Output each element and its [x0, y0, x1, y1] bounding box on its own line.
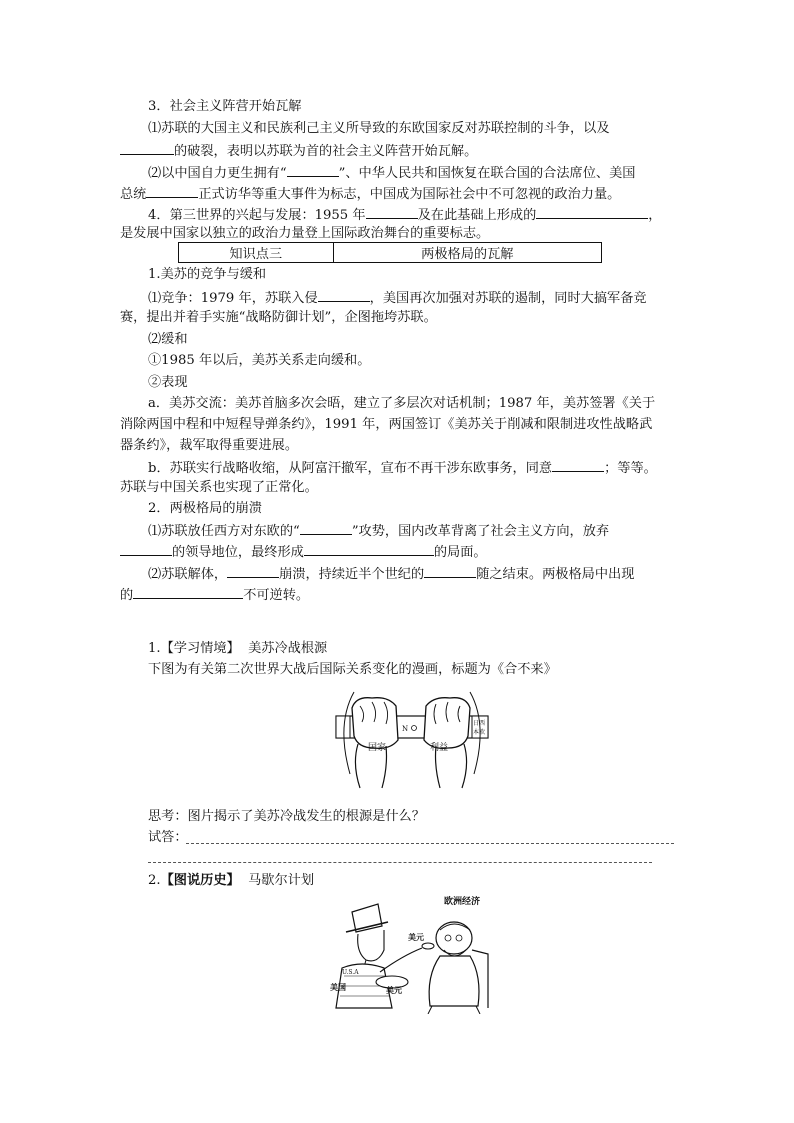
k3-p5-line2: 消除两国中程和中短程导弹条约》，1991 年，两国签订《美苏关于削减和限制进攻性战略武: [120, 417, 653, 432]
svg-text:N: N: [402, 725, 409, 733]
label-usa: 美国: [330, 982, 346, 992]
blank-1: [120, 140, 174, 155]
q2-title: 2.【图说历史】 马歇尔计划: [148, 873, 315, 888]
label-europe-economy: 欧洲经济: [444, 897, 481, 907]
knowledge-point-label: 知识点三: [179, 243, 334, 263]
k3-p5-line1: a．美苏交流：美苏首脑多次会晤，建立了多层次对话机制；1987 年，美苏签署《关于: [148, 396, 656, 411]
label-right-end-b: 本欧: [473, 729, 486, 736]
k3-p3: ①1985 年以后，美苏关系走向缓和。: [148, 353, 371, 368]
q1-title: 1.【学习情境】 美苏冷战根源: [148, 641, 328, 656]
label-right-end-a: 日西: [473, 720, 486, 727]
k3-p7-line1: ⑴苏联放任西方对东欧的“ ”攻势，国内改革背离了社会主义方向，放弃: [148, 520, 609, 541]
k3-p1-line2: 赛，提出并着手实施“战略防御计划”，企图拖垮苏联。: [120, 310, 437, 325]
k3-p5-line3: 器条约》，裁军取得重要进展。: [120, 438, 299, 453]
blank-4: [366, 204, 418, 219]
blank-3: [146, 183, 198, 198]
knowledge-point-table: [178, 242, 602, 263]
s3-para1-line1: ⑴苏联的大国主义和民族利己主义所导致的东欧国家反对苏联控制的斗争，以及: [148, 121, 610, 136]
blank-9: [120, 541, 172, 556]
k3-p6-line1: b．苏联实行战略收缩，从阿富汗撤军，宣布不再干涉东欧事务，同意 ；等等。: [148, 457, 657, 478]
label-usa-text: U.S.A: [342, 969, 359, 976]
k3-p8-line2: 的 不可逆转。: [120, 584, 309, 605]
k3-heading-2: 2．两极格局的崩溃: [148, 501, 262, 516]
blank-7: [552, 457, 604, 472]
blank-6: [318, 287, 370, 302]
k3-p8-line1: ⑵苏联解体， 崩溃，持续近半个世纪的 随之结束。两极格局中出现: [148, 563, 634, 584]
knowledge-point-title: 两极格局的瓦解: [333, 243, 601, 263]
k3-p1-line1: ⑴竞争：1979 年，苏联入侵 ，美国再次加强对苏联的遏制，同时大搞军备竞: [148, 287, 647, 308]
label-guojia: 国家: [368, 743, 387, 753]
blank-12: [424, 563, 476, 578]
s4-line2: 是发展中国家以独立的政治力量登上国际政治舞台的重要标志。: [120, 226, 490, 241]
q1-think: 思考：图片揭示了美苏冷战发生的根源是什么？: [148, 809, 425, 824]
label-dollar-2: 美元: [386, 985, 402, 995]
answer-line-1[interactable]: [186, 843, 674, 844]
blank-13: [133, 584, 243, 599]
s3-para2-line1: ⑵以中国自力更生拥有“ ”、中华人民共和国恢复在联合国的合法席位、美国: [148, 162, 636, 183]
cartoon-he-bu-lai: [330, 684, 495, 790]
section-3-heading: 3．社会主义阵营开始瓦解: [148, 99, 302, 114]
q1-description: 下图为有关第二次世界大战后国际关系变化的漫画，标题为《合不来》: [148, 662, 557, 677]
s3-para1-line2: 的破裂，表明以苏联为首的社会主义阵营开始瓦解。: [120, 140, 477, 161]
blank-2: [287, 162, 339, 177]
blank-5: [536, 204, 648, 219]
blank-10: [304, 541, 434, 556]
k3-p6-line2: 苏联与中国关系也实现了正常化。: [120, 480, 318, 495]
answer-line-2[interactable]: [148, 862, 652, 863]
k3-p4: ②表现: [148, 375, 188, 390]
q1-answer-label: 试答：: [148, 830, 188, 845]
cartoon-marshall-plan: [322, 890, 497, 1014]
label-dollar-1: 美元: [408, 932, 424, 942]
label-liyi: 利益: [430, 743, 449, 753]
k3-heading-1: 1.美苏的竞争与缓和: [148, 267, 267, 282]
blank-11: [227, 563, 279, 578]
blank-8: [300, 520, 352, 535]
k3-p2: ⑵缓和: [148, 332, 188, 347]
s3-para2-line2: 总统 正式访华等重大事件为标志，中国成为国际社会中不可忽视的政治力量。: [120, 183, 620, 204]
s4-line1: 4．第三世界的兴起与发展：1955 年 及在此基础上形成的 ，: [148, 204, 661, 225]
k3-p7-line2: 的领导地位，最终形成 的局面。: [120, 541, 487, 562]
